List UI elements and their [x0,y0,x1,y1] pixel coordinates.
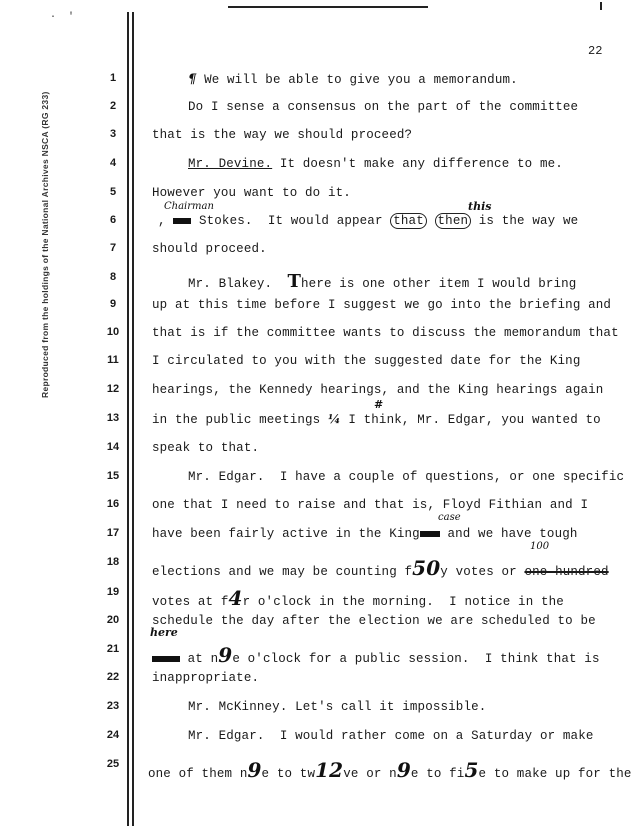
line-number: 23 [106,700,120,712]
transcript-line: have been fairly active in the King and we have tough [152,527,578,541]
line-number: 24 [106,729,120,741]
margin-rule-left [127,12,129,826]
transcript-line: Do I sense a consensus on the part of the committee [188,100,579,114]
transcript-line: Mr. Edgar. I would rather come on a Saturday or make [188,729,594,743]
transcript-line: I circulated to you with the suggested date for the King [152,354,581,368]
corner-marks: · ' [50,12,75,23]
transcript-line: up at this time before I suggest we go into the briefing and [152,298,612,312]
line-number: 5 [109,186,117,198]
redaction-mark [152,656,180,662]
circled-word-then: then [435,213,472,229]
handwritten-paren-mark: ¼ [327,412,341,426]
transcript-line: one that I need to raise and that is, Floyd Fithian and I [152,498,589,512]
transcript-line: Mr. McKinney. Let's call it impossible. [188,700,487,714]
transcript-line: that is if the committee wants to discuss the memorandum that [152,326,619,340]
transcript-line: However you want to do it. [152,186,351,200]
circled-word-that: that [390,213,427,229]
transcript-line: speak to that. [152,441,260,455]
line-number: 18 [106,556,120,568]
line-number: 2 [109,100,117,112]
archive-side-note: Reproduced from the holdings of the National Archives NSCA (RG 233) [40,91,50,398]
redaction-mark [420,531,440,537]
handwritten-hash: # [374,398,384,411]
line-number: 1 [109,72,117,84]
redaction-mark [173,218,191,224]
line-number: 20 [106,614,120,626]
transcript-line: should proceed. [152,242,267,256]
transcript-line: Mr. Edgar. I have a couple of questions, or one specific [188,470,625,484]
handwritten-capital-t: T [287,271,302,292]
transcript-line: that is the way we should proceed? [152,128,413,142]
transcript-line: one of them n9e to tw12ve or n9e to fi5e to make up for the [148,758,632,782]
transcript-line: votes at f4r o'clock in the morning. I notice in the [152,586,564,610]
speaker-name: Mr. Devine. [188,157,273,171]
handwritten-12: 12 [315,758,344,782]
transcript-line: in the public meetings ¼ I think, Mr. Edgar, you wanted to [152,412,601,427]
line-number: 6 [109,214,117,226]
handwritten-paragraph-mark: ¶ [188,72,197,87]
margin-rule-right [132,12,134,826]
handwritten-9: 9 [218,643,233,667]
line-number: 7 [109,242,117,254]
line-number: 25 [106,758,120,770]
handwritten-50: 50 [412,556,441,580]
line-number: 3 [109,128,117,140]
handwritten-here: here [150,626,178,639]
handwritten-9: 9 [247,758,262,782]
line-number: 19 [106,586,120,598]
handwritten-4: 4 [228,586,243,610]
transcript-line: schedule the day after the election we are scheduled to be [152,614,596,628]
transcript-line: ¶ We will be able to give you a memorandum. [188,72,518,87]
line-number: 9 [109,298,117,310]
line-number: 15 [106,470,120,482]
top-rule [228,6,428,8]
line-number: 14 [106,441,120,453]
handwritten-5: 5 [464,758,479,782]
line-number: 22 [106,671,120,683]
page-number: 22 [588,44,603,58]
transcript-line: elections and we may be counting f50y votes or one hundred [152,556,609,580]
handwritten-chairman: Chairman [164,201,214,212]
transcript-line: inappropriate. [152,671,260,685]
line-number: 8 [109,271,117,283]
line-number: 10 [106,326,120,338]
handwritten-9: 9 [396,758,411,782]
struck-text: one hundred [524,565,609,579]
line-number: 17 [106,527,120,539]
line-number: 13 [106,412,120,424]
transcript-line: , Stokes. It would appear that then is the way we [158,214,579,228]
line-number: 21 [106,643,120,655]
handwritten-100: 100 [530,541,550,552]
transcript-line: Mr. Devine. It doesn't make any difference to me. [188,157,563,171]
transcript-line: Mr. Blakey. There is one other item I would bring [188,271,577,292]
handwritten-this: this [468,200,492,213]
handwritten-case: case [438,512,461,523]
line-number: 16 [106,498,120,510]
top-tick [600,2,602,10]
transcript-line: at n9e o'clock for a public session. I think that is [152,643,600,667]
transcript-line: hearings, the Kennedy hearings, and the King hearings again [152,383,604,397]
line-number: 11 [107,354,119,366]
line-number: 4 [109,157,117,169]
line-number: 12 [106,383,120,395]
